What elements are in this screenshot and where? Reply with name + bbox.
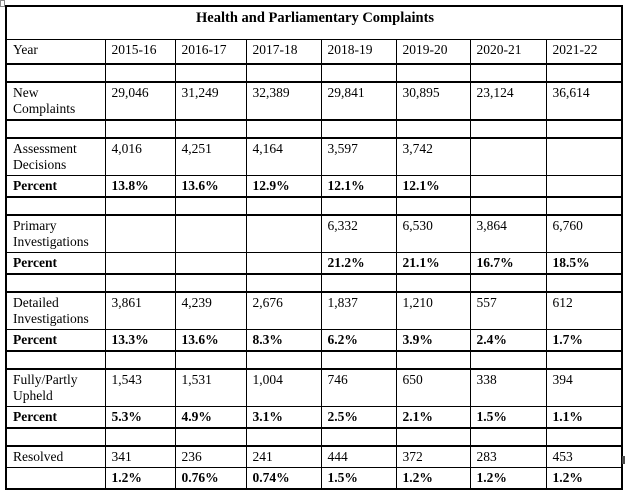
value-cell: 3,864 <box>470 215 546 253</box>
row-label: Assessment Decisions <box>6 138 105 176</box>
value-cell: 1.2% <box>105 468 175 490</box>
year-column-header: 2017-18 <box>246 40 321 65</box>
table-title: Health and Parliamentary Complaints <box>6 6 622 40</box>
data-row <box>6 138 622 176</box>
year-column-header: 2019-20 <box>396 40 470 65</box>
empty-cell <box>105 197 175 215</box>
value-cell <box>546 138 622 176</box>
spacer-row <box>6 428 622 446</box>
empty-cell <box>470 64 546 82</box>
value-cell: 2.1% <box>396 407 470 429</box>
value-cell: 13.6% <box>175 330 246 352</box>
data-row <box>6 82 622 120</box>
empty-cell <box>321 274 396 292</box>
value-cell: 746 <box>321 369 396 407</box>
complaints-table <box>5 5 623 490</box>
value-cell: 0.74% <box>246 468 321 490</box>
row-label: Primary Investigations <box>6 215 105 253</box>
percent-row <box>6 407 622 429</box>
empty-cell <box>321 428 396 446</box>
row-label: Fully/Partly Upheld <box>6 369 105 407</box>
empty-cell <box>546 428 622 446</box>
row-label <box>6 274 105 292</box>
spacer-row <box>6 64 622 82</box>
value-cell <box>470 138 546 176</box>
empty-cell <box>396 351 470 369</box>
value-cell: 1.7% <box>546 330 622 352</box>
value-cell: 30,895 <box>396 82 470 120</box>
value-cell: 3,861 <box>105 292 175 330</box>
value-cell: 29,046 <box>105 82 175 120</box>
empty-cell <box>175 428 246 446</box>
empty-cell <box>246 274 321 292</box>
value-cell: 1,210 <box>396 292 470 330</box>
empty-cell <box>175 197 246 215</box>
value-cell: 1,543 <box>105 369 175 407</box>
value-cell: 4,239 <box>175 292 246 330</box>
empty-cell <box>321 120 396 138</box>
spacer-row <box>6 274 622 292</box>
empty-cell <box>246 197 321 215</box>
row-label: Percent <box>6 330 105 352</box>
year-column-header: 2015-16 <box>105 40 175 65</box>
year-row-label: Year <box>6 40 105 65</box>
value-cell: 32,389 <box>246 82 321 120</box>
value-cell: 4.9% <box>175 407 246 429</box>
value-cell: 2.5% <box>321 407 396 429</box>
row-label: Resolved <box>6 446 105 468</box>
value-cell: 341 <box>105 446 175 468</box>
value-cell <box>105 253 175 275</box>
empty-cell <box>396 120 470 138</box>
value-cell: 1.1% <box>546 407 622 429</box>
row-label <box>6 468 105 490</box>
percent-row <box>6 468 622 490</box>
empty-cell <box>321 197 396 215</box>
value-cell: 0.76% <box>175 468 246 490</box>
value-cell: 394 <box>546 369 622 407</box>
value-cell: 6,332 <box>321 215 396 253</box>
data-row <box>6 446 622 468</box>
value-cell <box>546 176 622 198</box>
value-cell: 13.3% <box>105 330 175 352</box>
spacer-row <box>6 351 622 369</box>
row-label <box>6 120 105 138</box>
empty-cell <box>246 351 321 369</box>
value-cell <box>246 215 321 253</box>
empty-cell <box>396 197 470 215</box>
empty-cell <box>175 351 246 369</box>
value-cell: 1.2% <box>546 468 622 490</box>
row-label: Percent <box>6 253 105 275</box>
row-label <box>6 351 105 369</box>
value-cell: 1,531 <box>175 369 246 407</box>
value-cell: 1.2% <box>470 468 546 490</box>
row-label <box>6 64 105 82</box>
value-cell: 29,841 <box>321 82 396 120</box>
value-cell: 283 <box>470 446 546 468</box>
empty-cell <box>470 197 546 215</box>
empty-cell <box>396 428 470 446</box>
value-cell: 13.6% <box>175 176 246 198</box>
value-cell: 3,597 <box>321 138 396 176</box>
data-row <box>6 215 622 253</box>
table-body <box>6 6 622 489</box>
value-cell: 12.1% <box>396 176 470 198</box>
value-cell: 2.4% <box>470 330 546 352</box>
value-cell: 2,676 <box>246 292 321 330</box>
value-cell: 4,016 <box>105 138 175 176</box>
empty-cell <box>546 64 622 82</box>
value-cell <box>175 215 246 253</box>
value-cell: 3,742 <box>396 138 470 176</box>
empty-cell <box>470 351 546 369</box>
row-label: Percent <box>6 176 105 198</box>
empty-cell <box>396 64 470 82</box>
spacer-row <box>6 120 622 138</box>
empty-cell <box>321 64 396 82</box>
data-row <box>6 292 622 330</box>
value-cell: 12.1% <box>321 176 396 198</box>
value-cell: 21.2% <box>321 253 396 275</box>
year-column-header: 2020-21 <box>470 40 546 65</box>
empty-cell <box>470 120 546 138</box>
row-label <box>6 197 105 215</box>
row-label: Detailed Investigations <box>6 292 105 330</box>
row-label: Percent <box>6 407 105 429</box>
empty-cell <box>105 64 175 82</box>
empty-cell <box>546 351 622 369</box>
value-cell: 18.5% <box>546 253 622 275</box>
value-cell: 650 <box>396 369 470 407</box>
table-resize-handle-icon[interactable] <box>622 456 625 464</box>
value-cell: 1.5% <box>321 468 396 490</box>
percent-row <box>6 176 622 198</box>
value-cell: 23,124 <box>470 82 546 120</box>
value-cell <box>105 215 175 253</box>
value-cell: 6.2% <box>321 330 396 352</box>
value-cell: 236 <box>175 446 246 468</box>
value-cell: 241 <box>246 446 321 468</box>
value-cell <box>175 253 246 275</box>
value-cell: 557 <box>470 292 546 330</box>
value-cell: 13.8% <box>105 176 175 198</box>
year-column-header: 2018-19 <box>321 40 396 65</box>
value-cell: 372 <box>396 446 470 468</box>
value-cell: 338 <box>470 369 546 407</box>
value-cell: 453 <box>546 446 622 468</box>
value-cell: 4,251 <box>175 138 246 176</box>
year-column-header: 2021-22 <box>546 40 622 65</box>
empty-cell <box>175 274 246 292</box>
empty-cell <box>105 274 175 292</box>
year-header-row <box>6 40 622 65</box>
empty-cell <box>546 197 622 215</box>
value-cell <box>470 176 546 198</box>
value-cell: 4,164 <box>246 138 321 176</box>
data-row <box>6 369 622 407</box>
value-cell: 16.7% <box>470 253 546 275</box>
value-cell: 36,614 <box>546 82 622 120</box>
empty-cell <box>105 351 175 369</box>
empty-cell <box>175 120 246 138</box>
value-cell: 12.9% <box>246 176 321 198</box>
value-cell: 1.5% <box>470 407 546 429</box>
value-cell: 5.3% <box>105 407 175 429</box>
value-cell: 444 <box>321 446 396 468</box>
row-label <box>6 428 105 446</box>
empty-cell <box>105 120 175 138</box>
spacer-row <box>6 197 622 215</box>
empty-cell <box>546 120 622 138</box>
empty-cell <box>396 274 470 292</box>
row-label: New Complaints <box>6 82 105 120</box>
title-row <box>6 6 622 40</box>
empty-cell <box>470 428 546 446</box>
empty-cell <box>246 120 321 138</box>
empty-cell <box>321 351 396 369</box>
value-cell: 3.9% <box>396 330 470 352</box>
percent-row <box>6 330 622 352</box>
value-cell: 1,004 <box>246 369 321 407</box>
empty-cell <box>105 428 175 446</box>
empty-cell <box>246 428 321 446</box>
value-cell: 31,249 <box>175 82 246 120</box>
empty-cell <box>470 274 546 292</box>
value-cell: 8.3% <box>246 330 321 352</box>
empty-cell <box>175 64 246 82</box>
value-cell: 1.2% <box>396 468 470 490</box>
value-cell: 21.1% <box>396 253 470 275</box>
value-cell: 612 <box>546 292 622 330</box>
empty-cell <box>246 64 321 82</box>
empty-cell <box>546 274 622 292</box>
value-cell: 3.1% <box>246 407 321 429</box>
value-cell: 1,837 <box>321 292 396 330</box>
value-cell <box>246 253 321 275</box>
value-cell: 6,760 <box>546 215 622 253</box>
year-column-header: 2016-17 <box>175 40 246 65</box>
percent-row <box>6 253 622 275</box>
value-cell: 6,530 <box>396 215 470 253</box>
